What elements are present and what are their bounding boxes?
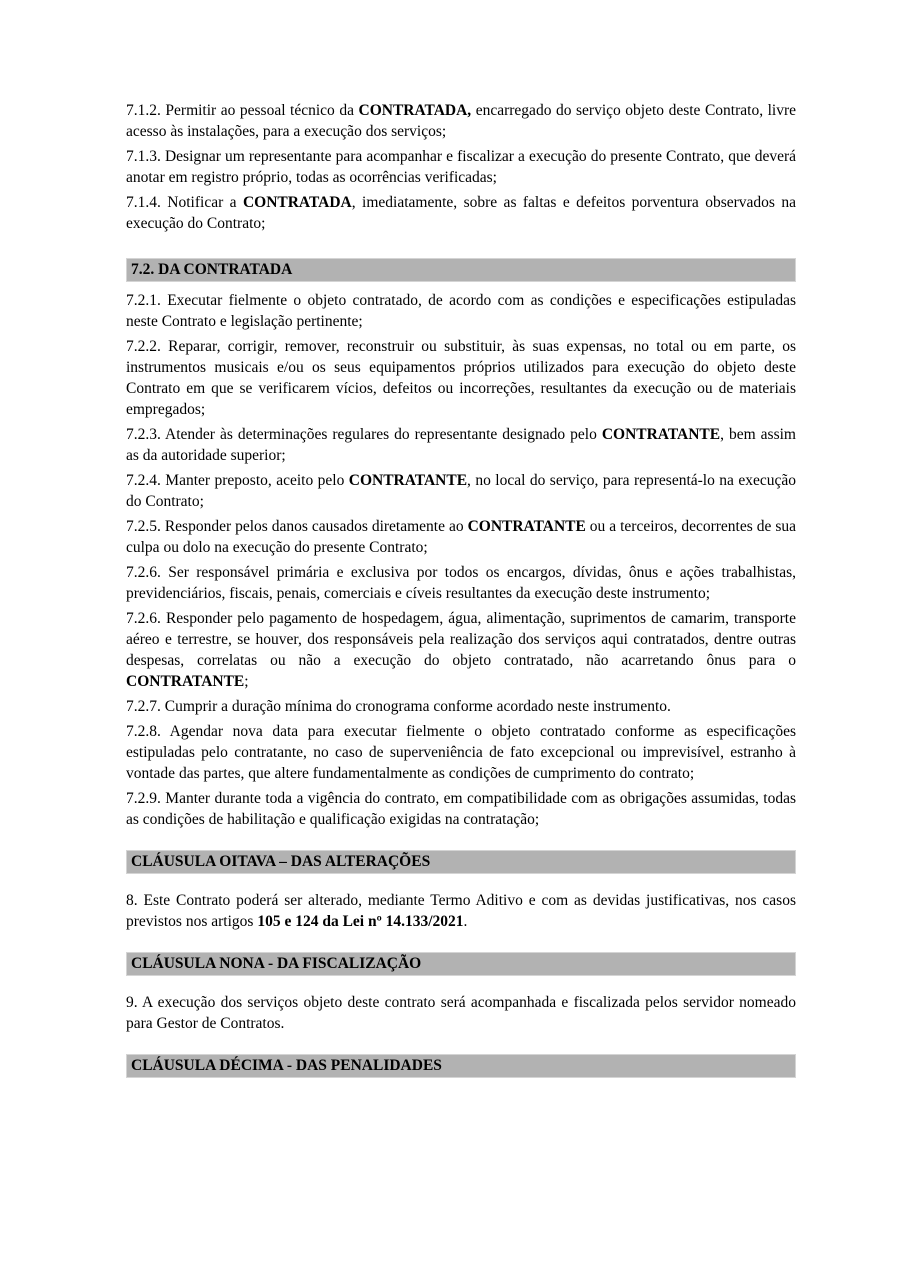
text-segment: 7.1.2. Permitir ao pessoal técnico da [126,102,359,119]
text-segment: 7.2.8. Agendar nova data para executar fielmente o objeto contratado conforme as especificações estipuladas pelo contratante, no caso de superveniência de fato excepcional ou imprevisível, estranho à vontade das partes, que altere fundamentalmente as condições de cumprimento do contrato; [126,723,796,782]
paragraph [126,516,796,558]
text-segment: , bem assim as da autoridade superior; [126,426,796,464]
section-header: CLÁUSULA OITAVA – DAS ALTERAÇÕES [126,850,796,874]
text-segment: . [463,913,468,930]
text-segment: 7.2.5. Responder pelos danos causados diretamente ao [126,518,468,535]
text-segment: 7.1.3. Designar um representante para acompanhar e fiscalizar a execução do presente Contrato, que deverá anotar em registro próprio, todas as ocorrências verificadas; [126,148,796,186]
paragraph [126,890,796,932]
text-segment: 7.2.1. Executar fielmente o objeto contratado, de acordo com as condições e especificações estipuladas neste Contrato e legislação pertinente; [126,292,796,330]
text-segment: ; [244,673,249,690]
paragraph [126,100,796,142]
paragraph [126,562,796,604]
section-header: CLÁUSULA NONA - DA FISCALIZAÇÃO [126,952,796,976]
paragraph [126,721,796,784]
paragraph [126,424,796,466]
paragraph [126,146,796,188]
text-segment: , imediatamente, sobre as faltas e defeitos porventura observados na execução do Contrato; [126,194,796,232]
text-segment: 7.2.4. Manter preposto, aceito pelo [126,472,349,489]
text-segment: 7.2.3. Atender às determinações regulares do representante designado pelo [126,426,602,443]
paragraph [126,470,796,512]
paragraph [126,336,796,420]
text-segment: 7.2.7. Cumprir a duração mínima do cronograma conforme acordado neste instrumento. [126,698,671,715]
text-segment: ou a terceiros, decorrentes de sua culpa ou dolo na execução do presente Contrato; [126,518,796,556]
text-segment: 9. A execução dos serviços objeto deste contrato será acompanhada e fiscalizada pelos servidor nomeado para Gestor de Contratos. [126,994,796,1032]
text-segment: 7.2.6. Responder pelo pagamento de hospedagem, água, alimentação, suprimentos de camarim, transporte aéreo e terrestre, se houver, dos responsáveis pela realização dos serviços aqui contratados, dentre outras despesas, correlatas ou não a execução do objeto contratado, não acarretando ônus para o [126,610,796,669]
document-content [126,100,796,1094]
bold-text-segment: CONTRATANTE [601,426,721,443]
bold-text-segment: CONTRATANTE [467,518,586,535]
section-header: 7.2. DA CONTRATADA [126,258,796,282]
text-segment: 7.2.6. Ser responsável primária e exclusiva por todos os encargos, dívidas, ônus e ações trabalhistas, previdenciários, fiscais, penais, comerciais e cíveis resultantes da execução deste instrumento; [126,564,796,602]
bold-text-segment: CONTRATADA [242,194,352,211]
bold-text-segment: CONTRATADA, [358,102,472,119]
text-segment: 7.2.2. Reparar, corrigir, remover, reconstruir ou substituir, às suas expensas, no total ou em parte, os instrumentos musicais e/ou os seus equipamentos próprios utilizados para execução do objeto deste Contrato em que se verificarem vícios, defeitos ou incorreções, resultantes da execução ou de materiais empregados; [126,338,796,418]
paragraph [126,788,796,830]
bold-text-segment: CONTRATANTE [126,673,245,690]
paragraph [126,192,796,234]
text-segment: , no local do serviço, para representá-lo na execução do Contrato; [126,472,797,510]
paragraph [126,696,796,717]
text-segment: 7.1.4. Notificar a [126,194,243,211]
paragraph [126,608,796,692]
bold-text-segment: CONTRATANTE [348,472,468,489]
bold-text-segment: 105 e 124 da Lei nº 14.133/2021 [257,913,464,930]
text-segment: 8. Este Contrato poderá ser alterado, mediante Termo Aditivo e com as devidas justificativas, nos casos previstos nos artigos [126,892,796,930]
paragraph [126,290,796,332]
section-header: CLÁUSULA DÉCIMA - DAS PENALIDADES [126,1054,796,1078]
paragraph [126,992,796,1034]
text-segment: encarregado do serviço objeto deste Contrato, livre acesso às instalações, para a execução dos serviços; [126,102,796,140]
text-segment: 7.2.9. Manter durante toda a vigência do contrato, em compatibilidade com as obrigações assumidas, todas as condições de habilitação e qualificação exigidas na contratação; [126,790,796,828]
